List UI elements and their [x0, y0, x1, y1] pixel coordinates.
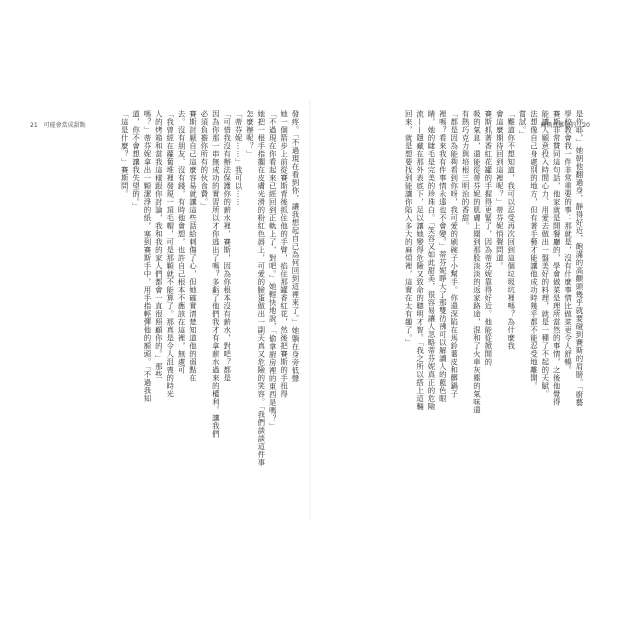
- left-running-title: 可能會當成甜點: [43, 122, 86, 129]
- right-page-body: [324, 110, 585, 504]
- left-page-text-column: 發疼。「不過現在看到你，讓我想起自己為何回到這裡來了。」她躺在身旁低聲: [291, 110, 300, 383]
- left-page-text-column: 「可惜我沒有辦法保護你的薪水裡，賽斯，因為你根本沒有薪水，對吧？都是: [222, 110, 232, 382]
- right-page-text-column: 賽斯非常贊同這句話，他家就是開餐廳的，學會做菜是理所當然的事情，之後他覺得: [552, 110, 562, 406]
- right-page-text-column: 學校教會我一件非常重要的事：那就是，沒有什麼事情比做菜更令人舒暢。: [563, 110, 573, 374]
- right-page-text-column: 有熱巧克力與培根三明治的香甜。: [461, 110, 471, 230]
- left-page-text-column: 道，你不會想讓我失望的。」: [131, 110, 141, 211]
- right-page-text-column: 「都是因為能夠看到你呀，我可愛的刷碗子小幫手。你還深陷在馬鈴薯皮和髒鍋子: [449, 110, 459, 398]
- left-page-body: [40, 110, 301, 504]
- right-running-title: 蘇俄真難搞的: [540, 122, 577, 129]
- right-page-text-column: 賽斯抓著香紅花罐的手握得更緊了，因為蒂芬妮靠得好近。他能從掀開的: [483, 110, 493, 366]
- right-page-text-column: 能讓人願意投入時間心力、用愛去做出一盤美好的料理，就是一種了不起的天賦。: [540, 110, 550, 398]
- left-page-text-column: 「不過現在你看起來已經回到正軌上了，對吧。」她輕快地說，「偷拿廚房裡的東西是嗎？」: [268, 110, 278, 431]
- left-page-text-column: 因為你那一串無成功的實習所以才你逃出了嗎？多虧了他們我才有拿薪水過來的權利。讓我們: [211, 110, 221, 438]
- left-page-text-column: 必須負擔你所有的伙食費。」: [199, 110, 209, 211]
- left-page-text-column: 人的烤箱和當我這樣跟你討論，我和我的家人們都會一直很照顧你的。」那些: [154, 110, 164, 379]
- right-page-text-column: 會這麼期待回到這裡呢？」蒂芬妮悄聲問道。: [495, 110, 505, 270]
- left-page-text-column: 「蒂芬妮⋯⋯」我可以⋯⋯: [234, 110, 244, 206]
- right-page-text-column: 「難道你不想知道，我可以忍受再次回到這個垃圾坑裡嗎？為什麼我: [506, 110, 516, 350]
- right-page-text-column: 流——隱藏在那外表底下，足以讓她變得危險又致命的聰明才智。「我之所以搭上這輛: [415, 110, 425, 411]
- right-page-text-column: 吸的氣息，還能從蒂芬妮的肌膚上聞到那股淡淡的返家路途，混和了火車灰塵的氣味還: [472, 110, 482, 414]
- left-page-text-column: 賽斯討厭自己這麼容易就讓這些話給刺傷了心，但她確實清楚知道他的弱點在: [188, 110, 198, 382]
- right-page-text-column: 睛，她的睫毛是完美的珍珠白。「笑容又如此甜美，很容易讓人忽略蒂芬妮真正的危險: [426, 110, 436, 411]
- right-page-number: 20: [582, 122, 590, 129]
- right-page-text-column: 法想像自己身處別的地方，但有著手藝才能讓他成功時幾乎都不能忍受地離開。: [529, 110, 539, 390]
- right-page-text-column: 是你耶，」她朝他翻過身，靜得好近，飽滿的高顴頭幾乎就要碰到賽斯的肩膀。「廚藝: [575, 110, 584, 407]
- left-page-text-column: 她一個箭步上前從賽斯背後抓住他的手臂，掐住那罐香紅花，然後把賽斯的手扭得: [279, 110, 289, 398]
- left-page-text-column: 「這是什麼？」賽斯問。: [120, 110, 130, 198]
- right-page-text-column: 嘗試。」: [518, 110, 528, 139]
- right-page-text-column: 裡嗎？看來我有件事情永遠也不會變。」蒂芬妮睜大了那雙彷彿可以解讀人的藍色眼: [438, 110, 448, 403]
- right-page-text-column: 回來，就是想要找到能讓你陷入多大的麻煩裡，這實在太有趣了。」: [404, 110, 414, 347]
- left-page-text-column: 怎麼辦呢？」: [245, 110, 255, 158]
- left-page-text-column: 她把一根手指擱在皮膚光滑的粉紅色唇上，可愛的臉蛋做出一副天真又危險的笑容。「我們談談這件事: [256, 110, 266, 467]
- left-page-text-column: 嗎？」蒂芬妮拿出一顆潔淨的紙，塞到賽斯手中，用手指輕彈他的額頭。「不過我知: [142, 110, 152, 403]
- page-gutter: [309, 100, 311, 520]
- left-page-text-column: 「我曾經在蘿蔔堆裡發現一頂毛帽，可是那顆就不能算了。那真是令人沮喪的時光: [165, 110, 175, 398]
- left-page-text-column: 去。沒有朋友、沒有錢，有時他會想，也許自己根本不應該在這裡，無處可: [177, 110, 187, 374]
- left-page-number: 21: [30, 122, 38, 129]
